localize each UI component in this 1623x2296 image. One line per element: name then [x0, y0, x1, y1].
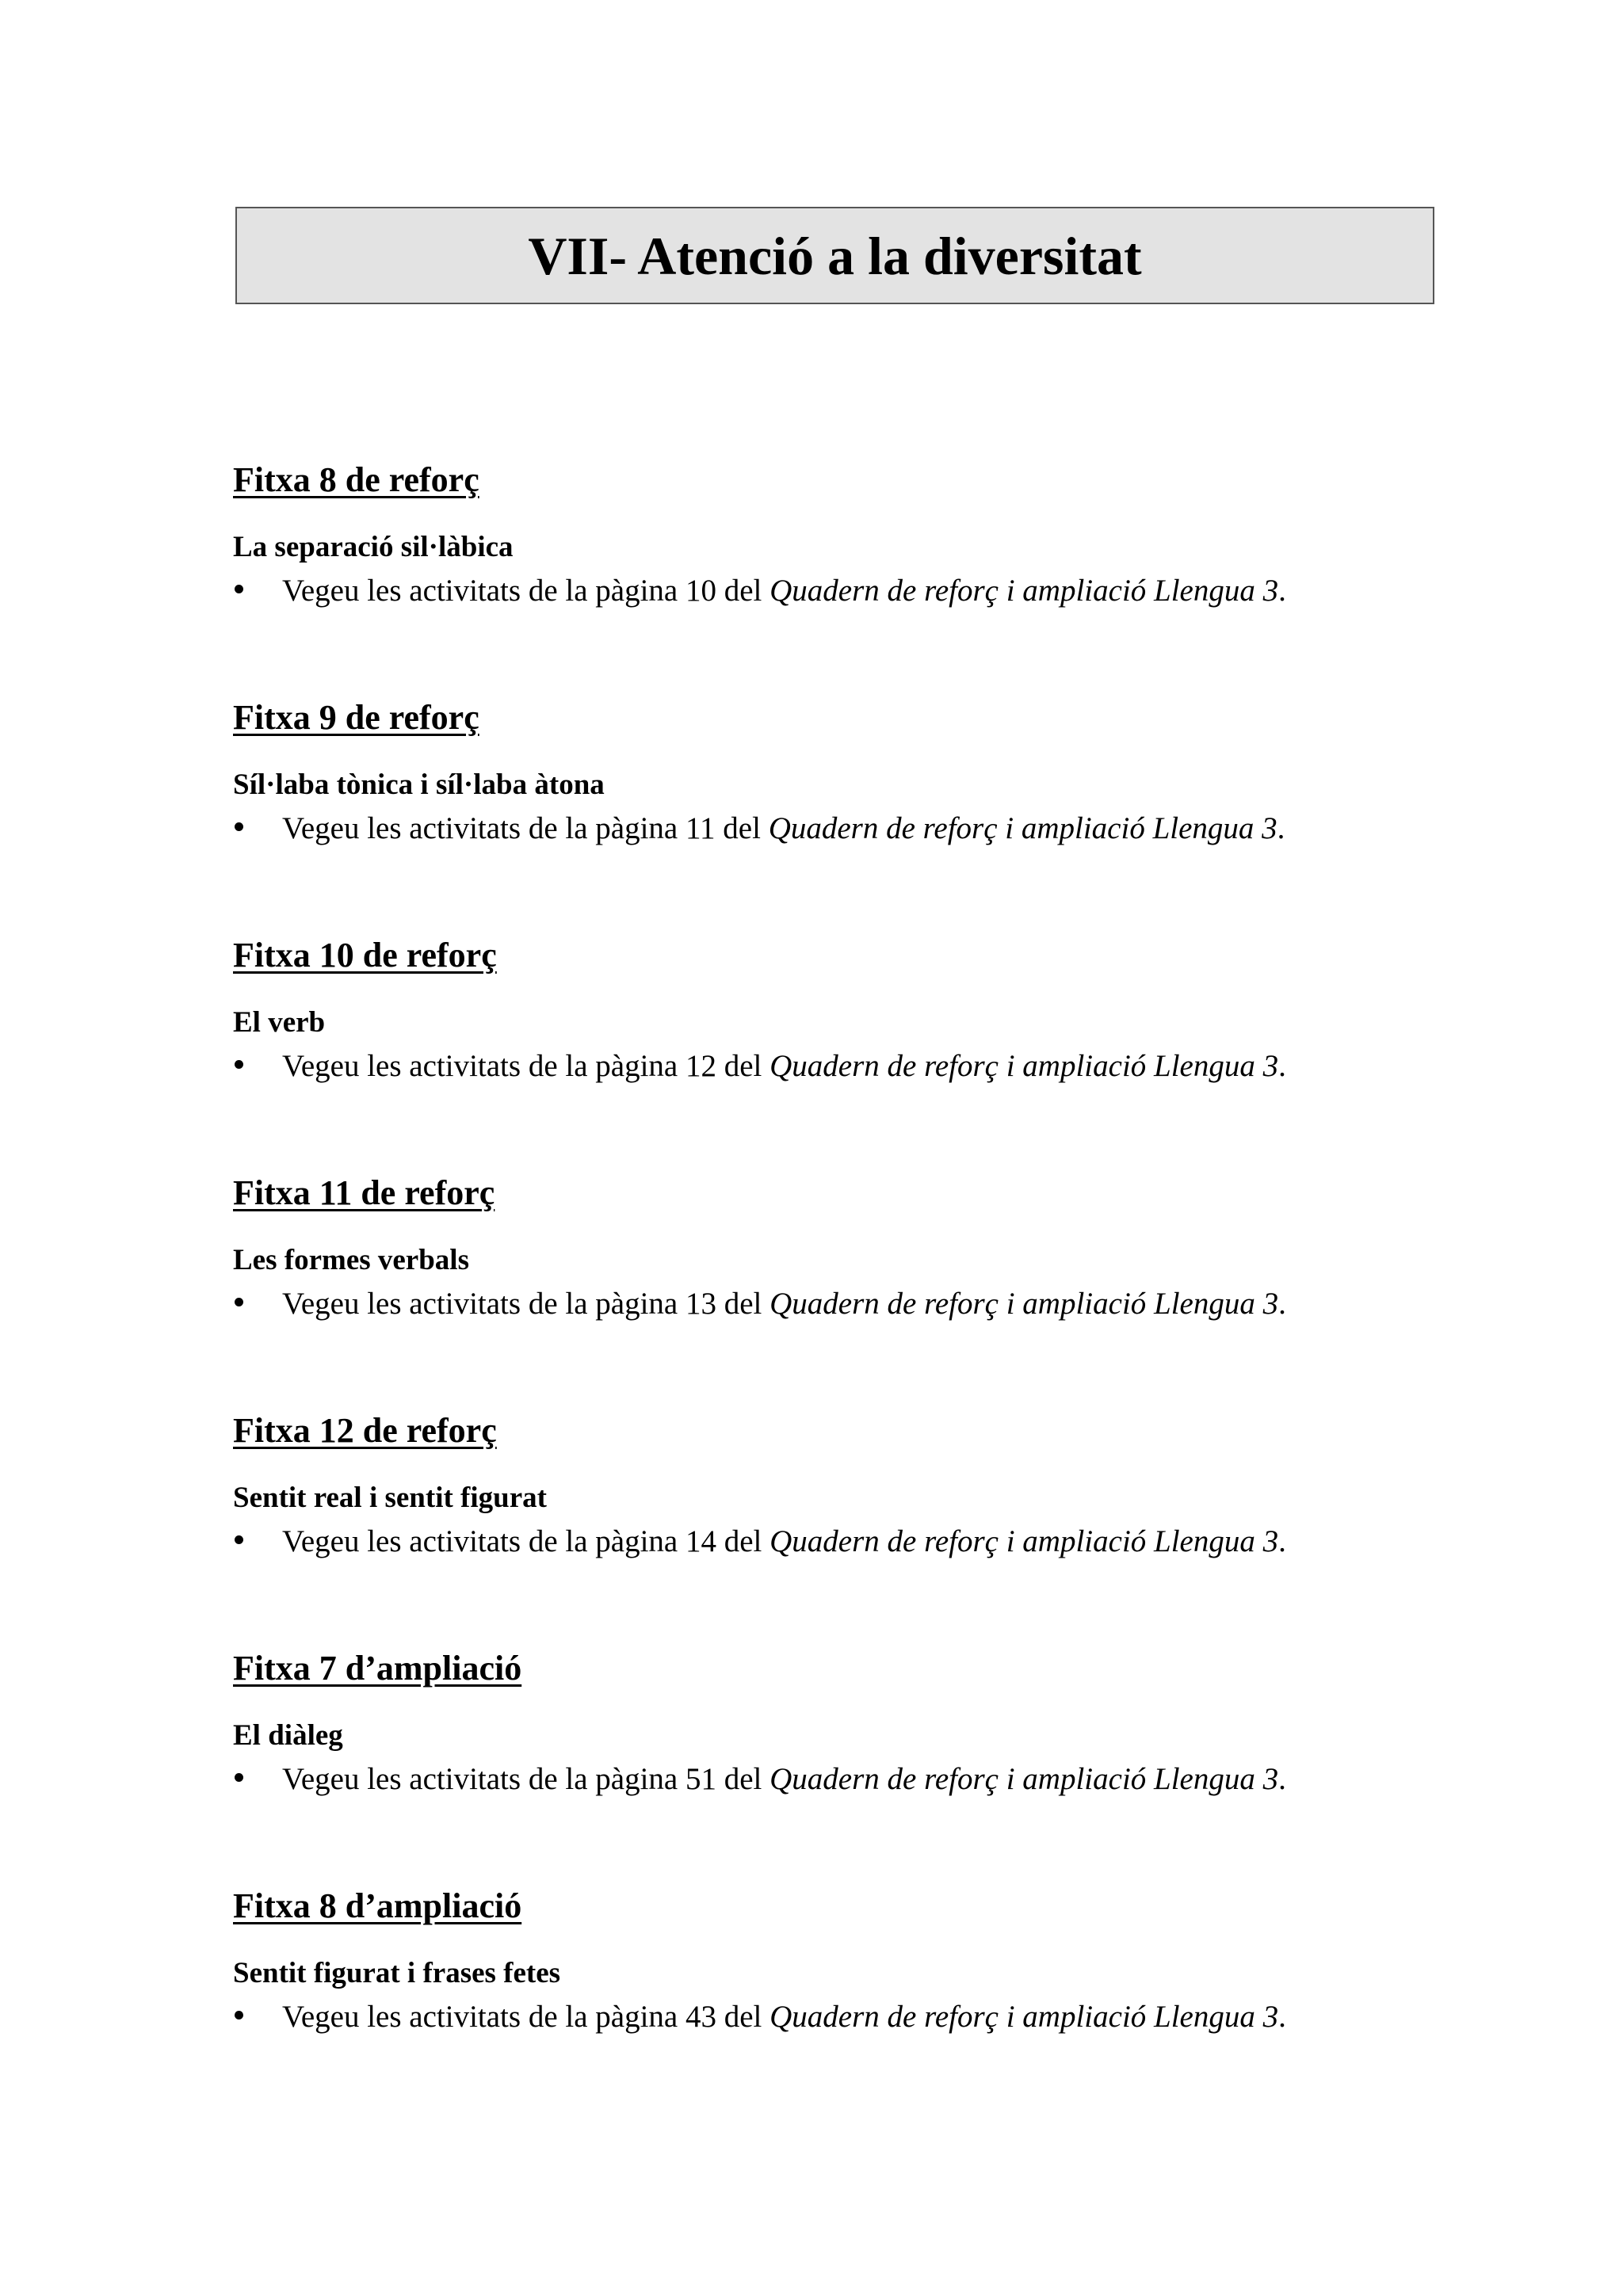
section-heading: Fitxa 11 de reforç: [233, 1173, 495, 1212]
section-fitxa-11-reforc: [233, 1169, 1422, 1321]
bullet-icon: [233, 1048, 282, 1085]
bullet-item: [233, 810, 1285, 847]
section-fitxa-7-ampliacio: [233, 1645, 1422, 1796]
section-heading: Fitxa 7 d’ampliació: [233, 1649, 522, 1688]
section-subtitle: Síl·laba tònica i síl·laba àtona: [233, 769, 605, 801]
book-title: Quadern de reforç i ampliació Llengua 3: [769, 574, 1279, 608]
section-subtitle: La separació sil·làbica: [233, 531, 514, 563]
book-title: Quadern de reforç i ampliació Llengua 3: [769, 1762, 1279, 1796]
section-subtitle: El diàleg: [233, 1719, 343, 1752]
bullet-text-before: Vegeu les activitats de la pàgina 13 del: [282, 1287, 770, 1321]
book-title: Quadern de reforç i ampliació Llengua 3: [769, 1049, 1279, 1083]
page-title: VII- Atenció a la diversitat: [528, 225, 1142, 286]
book-title: Quadern de reforç i ampliació Llengua 3: [768, 811, 1277, 845]
section-subtitle: El verb: [233, 1006, 326, 1039]
bullet-text: [282, 1286, 1286, 1322]
section-heading: Fitxa 8 de reforç: [233, 460, 479, 499]
book-title: Quadern de reforç i ampliació Llengua 3: [769, 1287, 1279, 1321]
bullet-text-before: Vegeu les activitats de la pàgina 43 del: [282, 2000, 770, 2034]
section-subtitle: Sentit real i sentit figurat: [233, 1482, 547, 1514]
section-fitxa-8-ampliacio: [233, 1882, 1422, 2034]
section-heading: Fitxa 9 de reforç: [233, 698, 479, 737]
bullet-text-after: .: [1277, 811, 1285, 845]
section-fitxa-10-reforc: [233, 932, 1422, 1083]
section-fitxa-12-reforc: [233, 1407, 1422, 1558]
bullet-text-after: .: [1278, 1287, 1286, 1321]
bullet-item: [233, 1286, 1286, 1322]
section-fitxa-9-reforc: [233, 694, 1422, 845]
section-heading: Fitxa 10 de reforç: [233, 936, 497, 974]
bullet-icon: [233, 810, 282, 847]
bullet-text-after: .: [1278, 1524, 1286, 1558]
bullet-text-before: Vegeu les activitats de la pàgina 11 del: [282, 811, 769, 845]
bullet-item: [233, 573, 1286, 609]
bullet-text: [282, 1048, 1286, 1085]
bullet-text-before: Vegeu les activitats de la pàgina 51 del: [282, 1762, 770, 1796]
bullet-text: [282, 810, 1285, 847]
bullet-icon: [233, 1761, 282, 1798]
section-subtitle: Les formes verbals: [233, 1244, 469, 1276]
section-subtitle: Sentit figurat i frases fetes: [233, 1957, 561, 1989]
bullet-item: [233, 1048, 1286, 1085]
bullet-text: [282, 1999, 1286, 2035]
bullet-text-before: Vegeu les activitats de la pàgina 12 del: [282, 1049, 770, 1083]
bullet-icon: [233, 573, 282, 609]
bullet-text-after: .: [1278, 574, 1286, 608]
bullet-icon: [233, 1999, 282, 2035]
bullet-icon: [233, 1524, 282, 1560]
book-title: Quadern de reforç i ampliació Llengua 3: [769, 1524, 1279, 1558]
title-box: [235, 207, 1434, 304]
bullet-text-before: Vegeu les activitats de la pàgina 10 del: [282, 574, 770, 608]
bullet-text-after: .: [1278, 1762, 1286, 1796]
section-fitxa-8-reforc: [233, 456, 1422, 608]
bullet-text-before: Vegeu les activitats de la pàgina 14 del: [282, 1524, 770, 1558]
bullet-item: [233, 1761, 1286, 1798]
section-heading: Fitxa 12 de reforç: [233, 1411, 497, 1450]
bullet-text-after: .: [1278, 1049, 1286, 1083]
book-title: Quadern de reforç i ampliació Llengua 3: [769, 2000, 1279, 2034]
bullet-text: [282, 573, 1286, 609]
bullet-text-after: .: [1278, 2000, 1286, 2034]
section-heading: Fitxa 8 d’ampliació: [233, 1886, 522, 1925]
bullet-text: [282, 1524, 1286, 1560]
bullet-text: [282, 1761, 1286, 1798]
bullet-icon: [233, 1286, 282, 1322]
bullet-item: [233, 1524, 1286, 1560]
bullet-item: [233, 1999, 1286, 2035]
